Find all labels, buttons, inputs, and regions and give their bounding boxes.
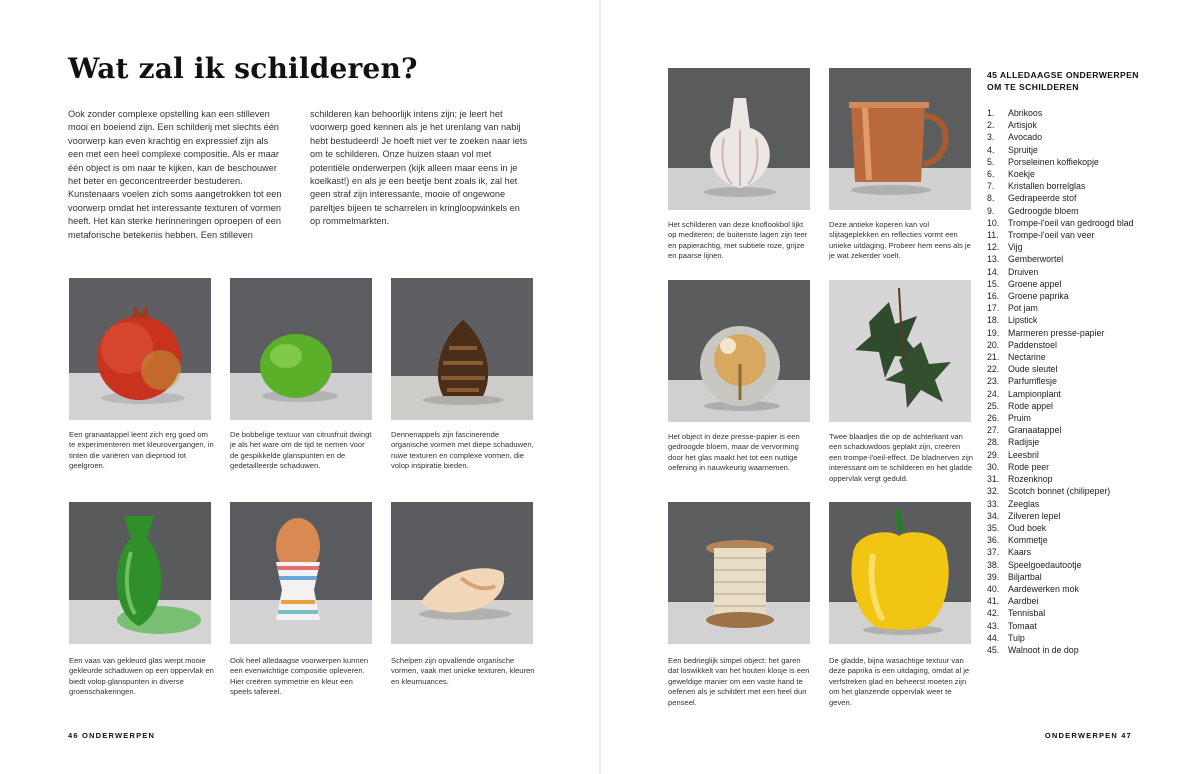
list-item-label: Biljartbal bbox=[1008, 571, 1042, 582]
list-item-number: 18. bbox=[987, 315, 1000, 326]
list-item-label: Groene paprika bbox=[1008, 291, 1069, 302]
list-item-number: 41. bbox=[987, 596, 1000, 607]
pinecone-caption: Dennenappels zijn fascinerende organische vormen met diepe schaduwen, ruwe texturen en complexe vormen, die volop inspiratie bieden. bbox=[391, 430, 534, 471]
list-item bbox=[987, 461, 1187, 473]
list-item-label: Walnoot in de dop bbox=[1008, 644, 1079, 655]
ivy-caption: Twee blaadjes die op de achterkant van een schaduwdoos geplakt zijn, creëren een trompe-l'oeil-effect. De bladnerven zijn interessant om te schilderen en het gladde oppervlak vergt geduld. bbox=[829, 432, 973, 483]
list-item-number: 13. bbox=[987, 254, 1000, 265]
list-item-label: Zilveren lepel bbox=[1008, 510, 1061, 521]
shell-photo bbox=[391, 502, 533, 644]
pepper-caption: De gladde, bijna wasachtige textuur van deze paprika is een uitdaging, omdat al je verfstreken glad en beheerst moeten zijn om het glanzende oppervlak weer te geven. bbox=[829, 656, 970, 707]
paperweight-photo bbox=[668, 280, 810, 422]
list-item-number: 8. bbox=[987, 193, 995, 204]
list-item bbox=[987, 424, 1187, 436]
egg-caption: Ook heel alledaagse voorwerpen kunnen een evenwichtige compositie opleveren. Hier creëren symmetrie en kleur een speels tafereel. bbox=[230, 656, 369, 697]
list-item bbox=[987, 266, 1187, 278]
list-item-number: 37. bbox=[987, 547, 1000, 558]
list-item-number: 1. bbox=[987, 108, 995, 118]
list-item-label: Aardbei bbox=[1008, 596, 1039, 607]
list-item-label: Aardewerken mok bbox=[1008, 583, 1079, 594]
list-item-label: Vijg bbox=[1008, 242, 1023, 253]
list-item-label: Nectarine bbox=[1008, 352, 1046, 363]
list-item-number: 22. bbox=[987, 364, 1000, 375]
list-item-number: 43. bbox=[987, 620, 1000, 631]
list-item-label: Tomaat bbox=[1008, 620, 1037, 631]
list-item-number: 45. bbox=[987, 644, 1000, 655]
list-item bbox=[987, 119, 1187, 131]
list-item-label: Paddenstoel bbox=[1008, 339, 1057, 350]
list-item-label: Lampionplant bbox=[1008, 388, 1061, 399]
list-item-label: Rozenknop bbox=[1008, 474, 1053, 485]
page-title: Wat zal ik schilderen? bbox=[68, 52, 418, 85]
list-item bbox=[987, 522, 1187, 534]
egg-photo bbox=[230, 502, 372, 644]
list-item bbox=[987, 168, 1187, 180]
list-item bbox=[987, 144, 1187, 156]
list-item-label: Rode peer bbox=[1008, 461, 1050, 472]
list-item-number: 16. bbox=[987, 291, 1000, 302]
list-item bbox=[987, 351, 1187, 363]
garlic-caption: Het schilderen van deze knoflookbol lijkt op mediteren; de buitenste lagen zijn teer en papierachtig, met subtiele roze, grijze en paarse lijnen. bbox=[668, 220, 808, 261]
list-item bbox=[987, 534, 1187, 546]
intro-text-column-2: schilderen kan behoorlijk intens zijn; je leert het voorwerp goed kennen als je het urenlang van nabij hebt bestudeerd! Je hoeft niet ver te zoeken naar iets om te schilderen. Onze huizen staan vol met potentiële onderwerpen (kijk alleen maar eens in je koelkast!) en als je een beetje bent zoals ik, zal het geen straf zijn interessante, mooie of ongewone pareltjes bijeen te scharrelen in kringloopwinkels en op rommelmarkten. bbox=[310, 109, 528, 227]
list-item-number: 35. bbox=[987, 522, 1000, 533]
list-item-number: 9. bbox=[987, 205, 995, 216]
list-item-label: Spruitje bbox=[1008, 144, 1038, 155]
list-item-number: 17. bbox=[987, 303, 1000, 314]
list-item-label: Tennisbal bbox=[1008, 608, 1046, 619]
list-item bbox=[987, 253, 1187, 265]
list-item-label: Gemberwortel bbox=[1008, 254, 1064, 265]
list-item bbox=[987, 180, 1187, 192]
list-item bbox=[987, 632, 1187, 644]
list-item-label: Gedroogde bloem bbox=[1008, 205, 1079, 216]
list-item-label: Pot jam bbox=[1008, 303, 1038, 314]
list-item-number: 4. bbox=[987, 144, 995, 155]
list-item bbox=[987, 217, 1187, 229]
list-item bbox=[987, 302, 1187, 314]
list-item-number: 6. bbox=[987, 169, 995, 180]
copper-jug-photo bbox=[829, 68, 971, 210]
list-item-number: 38. bbox=[987, 559, 1000, 570]
list-item bbox=[987, 485, 1187, 497]
list-item-label: Trompe-l'oeil van gedroogd blad bbox=[1008, 217, 1134, 228]
list-item-label: Lipstick bbox=[1008, 315, 1038, 326]
list-item-number: 15. bbox=[987, 278, 1000, 289]
list-item-number: 24. bbox=[987, 388, 1000, 399]
list-item-number: 33. bbox=[987, 498, 1000, 509]
list-item-label: Marmeren presse-papier bbox=[1008, 327, 1105, 338]
list-item bbox=[987, 327, 1187, 339]
lime-photo bbox=[230, 278, 372, 420]
list-item-number: 40. bbox=[987, 583, 1000, 594]
list-item bbox=[987, 473, 1187, 485]
subject-list bbox=[987, 107, 1187, 656]
page-gutter bbox=[598, 0, 602, 774]
list-item-number: 14. bbox=[987, 266, 1000, 277]
list-item bbox=[987, 449, 1187, 461]
list-item-label: Avocado bbox=[1008, 132, 1043, 143]
list-item-number: 31. bbox=[987, 474, 1000, 485]
list-item bbox=[987, 400, 1187, 412]
list-item-label: Trompe-l'oeil van veer bbox=[1008, 230, 1095, 241]
lime-caption: De bobbelige textuur van citrusfruit dwingt je als het ware om de tijd te nemen voor de gespikkelde glanspunten en de gedetailleerde schaduwen. bbox=[230, 430, 372, 471]
list-item bbox=[987, 156, 1187, 168]
list-item-label: Groene appel bbox=[1008, 278, 1062, 289]
paperweight-caption: Het object in deze presse-papier is een gedroogde bloem, maar de vervorming door het glas maakt het tot een nuttige oefening in nauwkeurig waarnemen. bbox=[668, 432, 800, 473]
list-item-number: 27. bbox=[987, 425, 1000, 436]
list-item-number: 23. bbox=[987, 376, 1000, 387]
list-item-label: Leesbril bbox=[1008, 449, 1039, 460]
list-item bbox=[987, 607, 1187, 619]
list-item bbox=[987, 559, 1187, 571]
list-item bbox=[987, 339, 1187, 351]
intro-text-column-1: Ook zonder complexe opstelling kan een stilleven mooi en boeiend zijn. Een schilderij met slechts één voorwerp kan even krachtig en expressief zijn als een met een heel complexe compositie. Als er maar één object is om naar te kijken, kan de beschouwer het beter en geconcentreerder bestuderen. Kunstenaars voelen zich soms aangetrokken tot een voorwerp omdat het interessante texturen of vormen heeft. Het kan sterke herinneringen oproepen of een metaforische betekenis hebben. Een stilleven bbox=[68, 109, 282, 240]
thread-spool-photo bbox=[668, 502, 810, 644]
list-item bbox=[987, 229, 1187, 241]
list-item bbox=[987, 192, 1187, 204]
list-item bbox=[987, 314, 1187, 326]
subject-list-title: 45 ALLEDAAGSE ONDERWERPEN OM TE SCHILDEREN bbox=[987, 70, 1139, 92]
list-item-number: 5. bbox=[987, 156, 995, 167]
list-item-number: 7. bbox=[987, 181, 995, 192]
list-item-number: 44. bbox=[987, 632, 1000, 643]
shell-caption: Schelpen zijn opvallende organische vormen, vaak met unieke texturen, kleuren en kleurnuances. bbox=[391, 656, 535, 686]
list-item-label: Artisjok bbox=[1008, 120, 1037, 131]
list-item-label: Radijsje bbox=[1008, 437, 1040, 448]
list-item-label: Zeeglas bbox=[1008, 498, 1040, 509]
list-item-label: Abrikoos bbox=[1008, 108, 1043, 118]
list-item-label: Kommetje bbox=[1008, 535, 1048, 546]
list-item-label: Druiven bbox=[1008, 266, 1039, 277]
list-item-number: 28. bbox=[987, 437, 1000, 448]
list-item-number: 29. bbox=[987, 449, 1000, 460]
list-item-label: Parfumflesje bbox=[1008, 376, 1057, 387]
list-item-number: 12. bbox=[987, 242, 1000, 253]
list-item bbox=[987, 546, 1187, 558]
yellow-pepper-photo bbox=[829, 502, 971, 644]
folio-left: 46 ONDERWERPEN bbox=[68, 731, 156, 740]
list-item bbox=[987, 620, 1187, 632]
list-item bbox=[987, 388, 1187, 400]
list-item bbox=[987, 278, 1187, 290]
list-item-number: 39. bbox=[987, 571, 1000, 582]
pomegranate-photo bbox=[69, 278, 211, 420]
list-item bbox=[987, 498, 1187, 510]
jug-caption: Deze antieke koperen kan vol slijtageplekken en reflecties vormt een unieke uitdaging. Probeer hem eens als je je wat zekerder voelt. bbox=[829, 220, 971, 261]
list-item-number: 42. bbox=[987, 608, 1000, 619]
list-item-label: Kaars bbox=[1008, 547, 1031, 558]
list-item bbox=[987, 131, 1187, 143]
list-item-number: 20. bbox=[987, 339, 1000, 350]
list-item bbox=[987, 583, 1187, 595]
list-item bbox=[987, 595, 1187, 607]
list-item-label: Rode appel bbox=[1008, 400, 1053, 411]
list-item bbox=[987, 436, 1187, 448]
green-vase-photo bbox=[69, 502, 211, 644]
pomegranate-caption: Een granaatappel leent zich erg goed om te experimenteren met kleurovergangen, in tinten die variëren van dieprood tot geelgroen. bbox=[69, 430, 214, 471]
list-item-label: Oud boek bbox=[1008, 522, 1047, 533]
pinecone-photo bbox=[391, 278, 533, 420]
garlic-photo bbox=[668, 68, 810, 210]
list-item-label: Koekje bbox=[1008, 169, 1035, 180]
list-item-number: 36. bbox=[987, 535, 1000, 546]
list-item-label: Kristallen borrelglas bbox=[1008, 181, 1086, 192]
vase-caption: Een vaas van gekleurd glas werpt mooie gekleurde schaduwen op een oppervlak en biedt volop glanspunten in diverse groenschakeringen. bbox=[69, 656, 214, 697]
folio-right: ONDERWERPEN 47 bbox=[1044, 731, 1132, 740]
list-item-number: 30. bbox=[987, 461, 1000, 472]
list-item-number: 3. bbox=[987, 132, 995, 143]
list-item bbox=[987, 107, 1187, 119]
list-item-label: Oude sleutel bbox=[1008, 364, 1058, 375]
list-item bbox=[987, 363, 1187, 375]
list-item-number: 2. bbox=[987, 120, 995, 131]
list-item-label: Granaatappel bbox=[1008, 425, 1062, 436]
list-item bbox=[987, 510, 1187, 522]
list-item-number: 10. bbox=[987, 217, 1000, 228]
list-item bbox=[987, 241, 1187, 253]
list-item-label: Scotch bonnet (chilipeper) bbox=[1008, 486, 1111, 497]
list-item-label: Speelgoedautootje bbox=[1008, 559, 1082, 570]
list-item bbox=[987, 290, 1187, 302]
list-item-number: 11. bbox=[987, 230, 999, 241]
spool-caption: Een bedrieglijk simpel object: het garen dat loswikkelt van het houten klosje is een geweldige manier om een vaste hand te oefenen als je schildert met een heel dun penseel. bbox=[668, 656, 810, 707]
list-item bbox=[987, 412, 1187, 424]
list-item bbox=[987, 205, 1187, 217]
list-item-label: Porseleinen koffiekopje bbox=[1008, 156, 1099, 167]
ivy-leaves-photo bbox=[829, 280, 971, 422]
list-item-number: 32. bbox=[987, 486, 1000, 497]
list-item bbox=[987, 644, 1187, 656]
list-item-number: 19. bbox=[987, 327, 1000, 338]
list-item-label: Gedrapeerde stof bbox=[1008, 193, 1077, 204]
list-item-number: 21. bbox=[987, 352, 1000, 363]
list-item-number: 34. bbox=[987, 510, 1000, 521]
list-item bbox=[987, 375, 1187, 387]
list-item-number: 26. bbox=[987, 413, 1000, 424]
list-item-label: Pruim bbox=[1008, 413, 1031, 424]
list-item-number: 25. bbox=[987, 400, 1000, 411]
list-item-label: Tulp bbox=[1008, 632, 1025, 643]
list-item bbox=[987, 571, 1187, 583]
